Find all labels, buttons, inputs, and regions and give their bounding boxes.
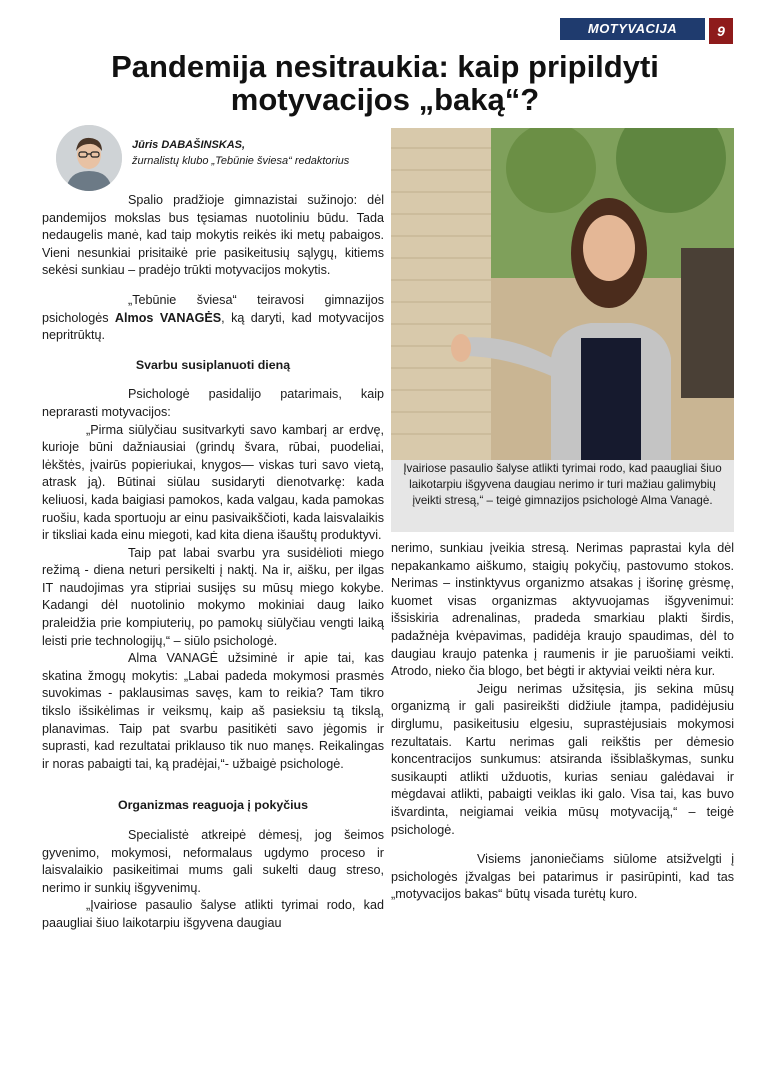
text-run: „Tebūnie šviesa“ teiravosi gimnazijos psichologės <box>42 292 384 325</box>
right-column <box>391 540 734 904</box>
author-role: žurnalistų klubo „Tebūnie šviesa“ redaktorius <box>132 155 350 167</box>
paragraph: Spalio pradžioje gimnazistai sužinojo: dėl pandemijos mokslas bus tęsiamas nuotoliniu būdu. Tada nedaugelis manė, kad taip mokytis reikės iki metų pabaigos. Vieni nesunkiai prisitaikė prie pasikeitusių sąlygų, kitiems sekėsi sunkiau – pradėjo trūkti motyvacijos mokytis. <box>42 193 384 278</box>
paragraph: Psichologė pasidalijo patarimais, kaip neprarasti motyvacijos: <box>42 387 384 419</box>
author-avatar <box>56 125 122 191</box>
paragraph: Specialistė atkreipė dėmesį, jog šeimos gyvenimo, mokymosi, neformalaus ugdymo proceso ir laisvalaikio pasikeitimai mums gali sukelti daug streso, nerimo ir sunkių išgyvenimų. <box>42 828 384 895</box>
paragraph <box>42 292 384 345</box>
page-number: 9 <box>709 18 733 44</box>
title-line-2: motyvacijos „baką“? <box>230 82 540 117</box>
subheading: Organizmas reaguoja į pokyčius <box>117 798 309 813</box>
paragraph: Jeigu nerimas užsitęsia, jis sekina mūsų organizmą ir gali pasireikšti didžiule įtampa, padidėjusiu dirglumu, pasikeitusiu elgesiu, suprastėjusiais mokymosi rezultatais. Kartu nerimas gali reikštis per dėmesio koncentracijos sunkumus: atsiranda išsiblaškymas, sunku susikaupti atlikti užduotis, kurias seniau galėdavai ir mėgdavai atlikti, pabaigti veiklas iki galo. Visa tai, kas buvo išvardinta, neigiamai veikia mūsų motyvaciją,“ – teigė psichologė. <box>391 681 734 837</box>
left-column <box>42 192 384 933</box>
article-photo <box>391 128 734 460</box>
section-label: MOTYVACIJA <box>560 18 705 40</box>
paragraph: Visiems janoniečiams siūlome atsižvelgti į psichologės įžvalgas bei patarimus ir pasirūpinti, kad tas „motyvacijos bakas“ būtų visada turėtų kuro. <box>391 852 734 902</box>
psychologist-name: Almos VANAGĖS <box>114 310 222 325</box>
subheading: Svarbu susiplanuoti dieną <box>135 357 291 372</box>
paragraph: „Pirma siūlyčiau susitvarkyti savo kambarį ar erdvę, kurioje būni dažniausiai (grindų švara, rūbai, puodeliai, lėkštės, įvairūs popieriukai, knygos— viskas turi savo vietą, atrask ją). Būtinai siūlau susidaryti dienotvarkę: kada keliuosi, kada baigiasi pamokos, kada valgau, kada pamokas ruošiu, kada sportuoju ar einu pasivaikščioti, kada laisvalaikis ir tiksliai kada einu miegoti, kad kita diena išauštų produktyvi. <box>42 422 384 543</box>
article-title <box>40 50 730 116</box>
paragraph: Taip pat labai svarbu yra susidėlioti miego režimą - diena neturi persikelti į naktį. Na ir, aišku, per ilgas IT naudojimas yra stipriai susijęs su mūsų miego kokybe. Kadangi dėl nuotolinio mokymo mokiniai daug laiko praleidžia prie kompiuterių, po pamokų siūlyčiau vengti laiką leisti prie technologijų,“ – siūlo psichologė. <box>42 545 384 648</box>
photo-caption: Įvairiose pasaulio šalyse atlikti tyrimai rodo, kad paaugliai šiuo laikotarpiu išgyvena daugiau nerimo ir turi mažiau galimybių įveikti stresą,“ – teigė gimnazijos psichologė Alma Vanagė. <box>391 460 734 532</box>
title-line-1: Pandemija nesitraukia: kaip pripildyti <box>111 49 659 84</box>
paragraph: „Įvairiose pasaulio šalyse atlikti tyrimai rodo, kad paaugliai šiuo laikotarpiu išgyvena daugiau <box>42 898 384 930</box>
paragraph: Alma VANAGĖ užsiminė ir apie tai, kas skatina žmogų mokytis: „Labai padeda mokymosi prasmės suvokimas - paklausimas savęs, kam to reikia? Tam tikro tikslo išsikėlimas ir veiksmų, kaip aš pasieksiu tą tikslą, planavimas. Taip pat svarbu pasitikėti savo jėgomis ir suprasti, kad rezultatai priklauso tik nuo manęs. Reikalingas ir noras pabaigti tai, ką pradėjai,“- užbaigė psichologė. <box>42 651 384 771</box>
text-run: , ką daryti, kad motyvacijos nepritrūktų. <box>42 310 384 343</box>
author-name: Jūris DABAŠINSKAS, <box>132 139 246 151</box>
author-byline <box>132 137 349 169</box>
paragraph: nerimo, sunkiau įveikia stresą. Nerimas paprastai kyla dėl nepakankamo aiškumo, staigių pokyčių, pastovumo stokos. Nerimas – instinktyvus organizmo atsakas į išorinę grėsmę, kuomet visas organizmas aktyvuojamas išgyvenimui: išsiskiria adrenalinas, pradeda smarkiau plakti širdis, padažnėja kvėpavimas, padidėja kraujo spaudimas, dėl to daugiau kraujo patenka į raumenis ir jie paruošiami veikti. Atrodo, nieko čia blogo, bet bėgti ir aktyviai veikti nėra kur. <box>391 541 734 679</box>
